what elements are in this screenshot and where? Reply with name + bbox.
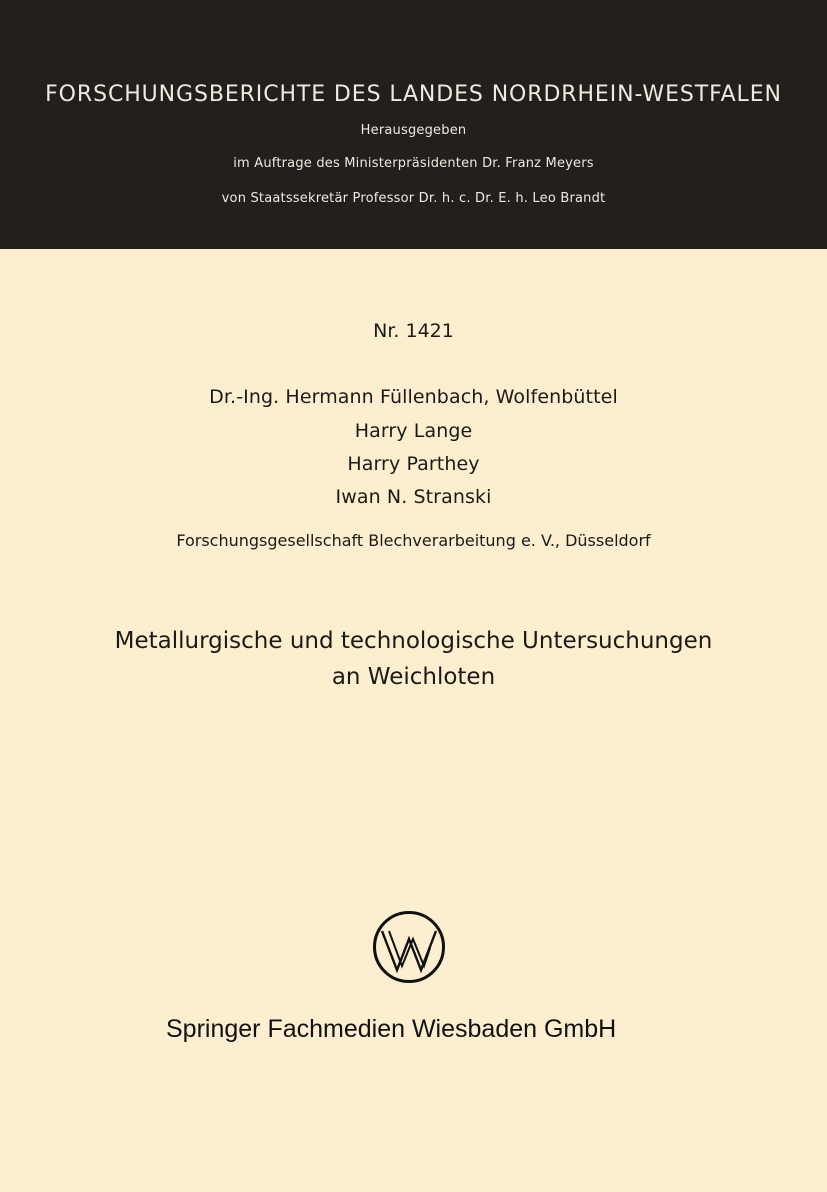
book-title-line-1: Metallurgische und technologische Untersuchungen <box>114 628 713 654</box>
institution: Forschungsgesellschaft Blechverarbeitung e. V., Düsseldorf <box>176 531 651 550</box>
editor-line: von Staatssekretär Professor Dr. h. c. Dr. E. h. Leo Brandt <box>221 191 606 206</box>
publisher-name: Springer Fachmedien Wiesbaden GmbH <box>166 1015 617 1043</box>
commission-line: im Auftrage des Ministerpräsidenten Dr. Franz Meyers <box>233 156 594 171</box>
volume-number: Nr. 1421 <box>373 320 454 342</box>
series-title: FORSCHUNGSBERICHTE DES LANDES NORDRHEIN-WESTFALEN <box>45 82 782 107</box>
series-header <box>0 0 827 249</box>
book-title-line-2: an Weichloten <box>331 664 496 690</box>
editor-label: Herausgegeben <box>360 123 467 138</box>
author-name: Harry Parthey <box>347 453 480 475</box>
author-name: Harry Lange <box>354 420 473 442</box>
author-name: Dr.-Ing. Hermann Füllenbach, Wolfenbüttel <box>209 386 618 408</box>
author-name: Iwan N. Stranski <box>335 486 492 508</box>
publisher-ww-logo-icon <box>372 910 446 984</box>
